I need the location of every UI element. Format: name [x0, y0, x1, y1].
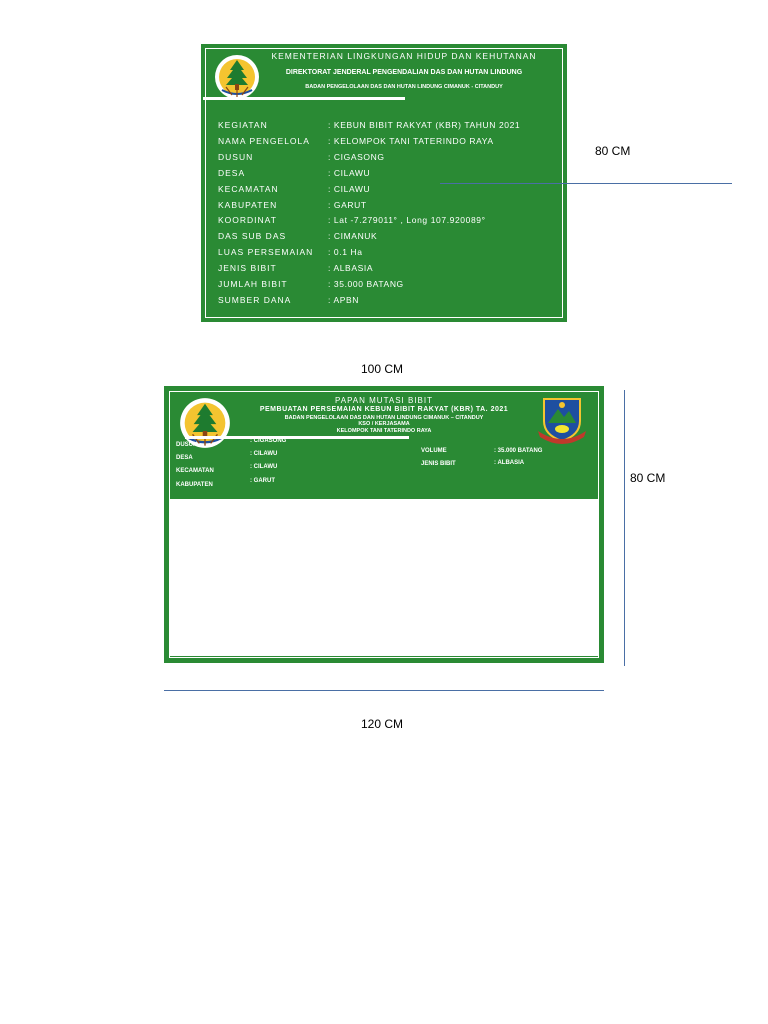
row-value: : GARUT [250, 478, 275, 484]
row-value: : CILAWU [328, 184, 371, 194]
board-2-header-line4: KSO / KERJASAMA [358, 421, 410, 427]
board-1-header-line3: BADAN PENGELOLAAN DAS DAN HUTAN LINDUNG CIMANUK - CITANDUY [305, 84, 503, 90]
row-label: LUAS PERSEMAIAN [218, 247, 314, 257]
row-value: : Lat -7.279011° , Long 107.920089° [328, 215, 486, 225]
board-2-width-line [164, 690, 604, 691]
row-label: JUMLAH BIBIT [218, 279, 288, 289]
board-1-header-line1: KEMENTERIAN LINGKUNGAN HIDUP DAN KEHUTANAN [271, 51, 537, 61]
row-label: DESA [218, 168, 246, 178]
row-label: DAS SUB DAS [218, 231, 287, 241]
row-label: KEGIATAN [218, 120, 268, 130]
board-2-header-line3: BADAN PENGELOLAAN DAS DAN HUTAN LINDUNG CIMANUK – CITANDUY [284, 415, 484, 421]
board-2-width-label: 120 CM [361, 717, 404, 731]
board-2-header-line2: PEMBUATAN PERSEMAIAN KEBUN BIBIT RAKYAT (KBR) TA. 2021 [259, 406, 509, 413]
row-value: : CIGASONG [328, 152, 385, 162]
row-value: : KELOMPOK TANI TATERINDO RAYA [328, 136, 494, 146]
row-label: VOLUME [421, 448, 447, 454]
row-label: JENIS BIBIT [421, 461, 456, 467]
board-1-header-line2: DIREKTORAT JENDERAL PENGENDALIAN DAS DAN HUTAN LINDUNG [285, 69, 523, 76]
row-label: KOORDINAT [218, 215, 277, 225]
board-1-width-label: 100 CM [361, 362, 404, 376]
board-1-height-line [440, 183, 732, 184]
row-label: KECAMATAN [218, 184, 279, 194]
board-2-header-line5: KELOMPOK TANI TATERINDO RAYA [336, 428, 432, 434]
board-2-header-line1: PAPAN MUTASI BIBIT [334, 396, 433, 405]
row-label: DUSUN [218, 152, 254, 162]
board-2-blank-panel [170, 499, 598, 656]
board-1-header-underline [203, 97, 405, 100]
row-value: : GARUT [328, 200, 367, 210]
row-label: DUSUN [176, 442, 198, 448]
row-value: : CILAWU [328, 168, 371, 178]
board-1-height-label: 80 CM [595, 144, 631, 158]
row-value: : ALBASIA [328, 263, 374, 273]
row-label: KABUPATEN [218, 200, 278, 210]
row-label: KABUPATEN [176, 482, 213, 488]
row-label: JENIS BIBIT [218, 263, 277, 273]
board-2-header-underline [185, 436, 409, 439]
board-2 [164, 386, 604, 663]
row-label: NAMA PENGELOLA [218, 136, 310, 146]
row-label: KECAMATAN [176, 468, 214, 474]
row-value: : ALBASIA [494, 460, 525, 466]
board-2-height-label: 80 CM [630, 471, 666, 485]
row-value: : CIMANUK [328, 231, 378, 241]
row-value: : 35.000 BATANG [494, 448, 543, 454]
board-2-height-line [624, 390, 625, 666]
row-label: SUMBER DANA [218, 295, 292, 305]
row-value: : KEBUN BIBIT RAKYAT (KBR) TAHUN 2021 [328, 120, 521, 130]
row-value: : 0.1 Ha [328, 247, 363, 257]
row-label: DESA [176, 455, 193, 461]
row-value: : CILAWU [250, 451, 278, 457]
row-value: : APBN [328, 295, 360, 305]
row-value: : 35.000 BATANG [328, 279, 404, 289]
row-value: : CILAWU [250, 464, 278, 470]
row-value: : CIGASONG [250, 438, 287, 444]
